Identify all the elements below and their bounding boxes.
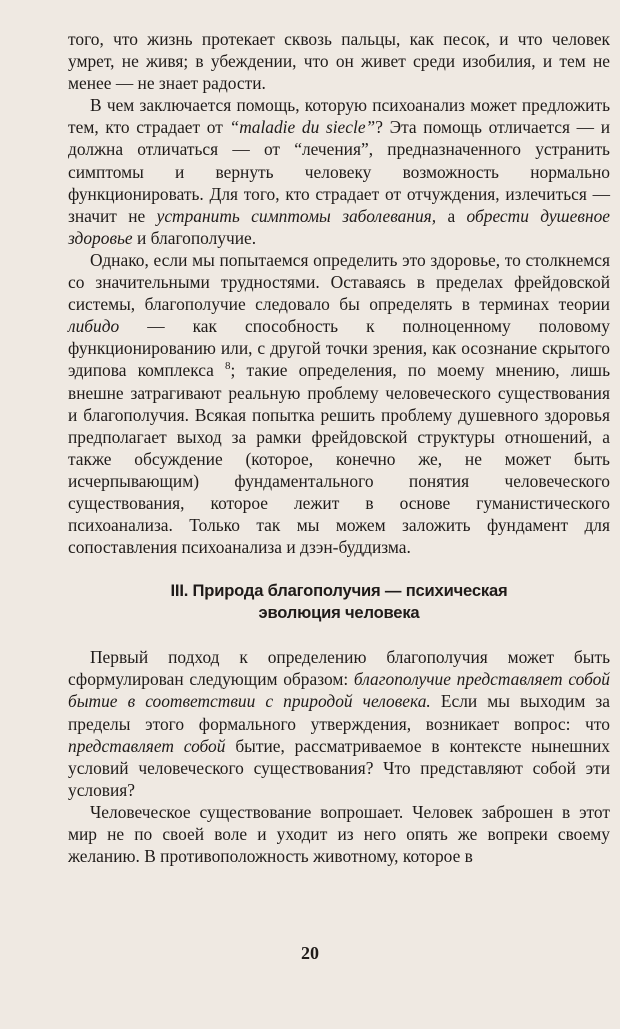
heading-line-2: эволюция человека: [258, 603, 420, 623]
page-body: [68, 28, 610, 867]
paragraph-text: бытие, рассматриваемое в контексте нынешних условий человеческого существования? Что представляют собой эти условия?: [68, 735, 611, 800]
footnote-marker: 8: [225, 360, 231, 373]
paragraph-1: [68, 28, 610, 94]
paragraph-3: [68, 249, 610, 558]
paragraph-text: того, что жизнь протекает сквозь пальцы, как песок, и что человек умрет, не живя; в убеждении, что он живет среди изобилия, и тем не менее — не знает радости.: [68, 29, 610, 94]
paragraph-text: ; такие определения, по моему мнению, лишь внешне затрагивают реальную проблему человеческого существования и благополучия. Всякая попытка решить проблему душевного здоровья предполагает выход за рамки фрейдовской структуры отношений, а также обсуждение (которое, конечно же, не может быть исчерпывающим) фундаментального понятия человеческого существования, которое лежит в основе гуманистического психоанализа. Только так мы можем заложить фундамент для сопоставления психоанализа и дзэн-буддизма.: [68, 360, 610, 558]
italic-phrase: “maladie du siecle”: [229, 117, 376, 138]
paragraph-text: Первый подход к определению благополучия может быть сформулирован следующим образом:: [68, 647, 610, 690]
italic-phrase: обрести душевное здоровье: [68, 205, 610, 248]
page-number: 20: [301, 943, 319, 963]
section-heading: [68, 580, 610, 624]
paragraph-text: Человеческое существование вопрошает. Человек заброшен в этот мир не по своей воле и уходит из него опять же вопреки своему желанию. В противоположность животному, которое в: [68, 801, 610, 867]
italic-phrase: либидо: [68, 316, 120, 337]
paragraph-text: Однако, если мы попытаемся определить это здоровье, то столкнемся со значительными трудностями. Оставаясь в пределах фрейдовской системы, благополучие следовало бы определять в терминах теории: [68, 249, 610, 315]
paragraph-text: ? Эта помощь отличается — и должна отличаться — от “лечения”, предназначенного устранить симптомы и вернуть человеку возможность нормально функционировать. Для того, кто страдает от отчуждения, излечиться — значит не: [68, 117, 611, 226]
paragraph-5: [68, 801, 610, 867]
italic-phrase: благополучие представляет собой бытие в соответствии с природой человека.: [68, 669, 610, 712]
paragraph-2: [68, 94, 610, 249]
paragraph-4: [68, 646, 610, 801]
paragraph-text: а: [436, 205, 467, 226]
paragraph-text: В чем заключается помощь, которую психоанализ может предложить тем, кто страдает от: [68, 95, 610, 138]
italic-phrase: устранить симптомы заболевания,: [156, 205, 437, 226]
italic-phrase: представляет собой: [68, 735, 226, 756]
paragraph-text: Если мы выходим за пределы этого формального утверждения, возникает вопрос: что: [68, 691, 610, 734]
heading-line-1: III. Природа благополучия — психическая: [170, 581, 508, 601]
paragraph-text: — как способность к полноценному половому функционированию или, с другой точки зрения, как осознание скрытого эдипова комплекса: [68, 316, 610, 381]
paragraph-text: и благополучие.: [132, 227, 257, 248]
